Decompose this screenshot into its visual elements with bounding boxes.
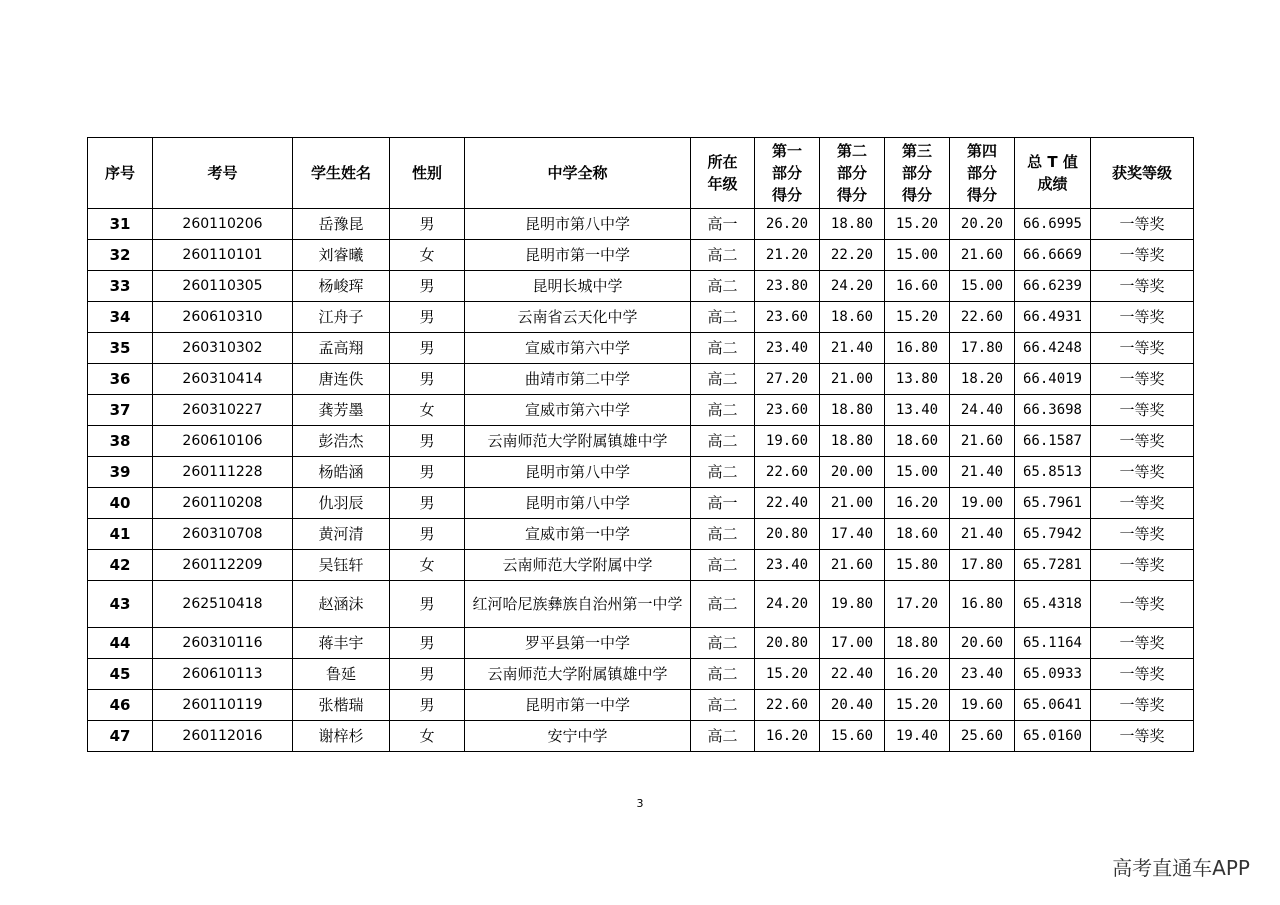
cell-grade: 高二 — [691, 581, 755, 628]
cell-part4-score: 21.40 — [950, 519, 1015, 550]
cell-part1-score: 16.20 — [755, 721, 820, 752]
cell-award-level: 一等奖 — [1091, 364, 1194, 395]
cell-grade: 高二 — [691, 302, 755, 333]
header-part1-score: 第一 部分 得分 — [755, 138, 820, 209]
cell-part1-score: 27.20 — [755, 364, 820, 395]
cell-part1-score: 22.40 — [755, 488, 820, 519]
cell-student-name: 唐连佚 — [293, 364, 390, 395]
cell-seq: 45 — [88, 659, 153, 690]
cell-part2-score: 21.60 — [820, 550, 885, 581]
cell-exam-number: 260110119 — [153, 690, 293, 721]
cell-seq: 38 — [88, 426, 153, 457]
cell-award-level: 一等奖 — [1091, 721, 1194, 752]
cell-seq: 37 — [88, 395, 153, 426]
watermark: 高考直通车APP — [1112, 856, 1250, 880]
header-part4-score: 第四 部分 得分 — [950, 138, 1015, 209]
cell-award-level: 一等奖 — [1091, 426, 1194, 457]
cell-award-level: 一等奖 — [1091, 302, 1194, 333]
cell-student-name: 谢梓杉 — [293, 721, 390, 752]
cell-school-name: 昆明市第一中学 — [465, 690, 691, 721]
cell-award-level: 一等奖 — [1091, 488, 1194, 519]
cell-award-level: 一等奖 — [1091, 395, 1194, 426]
cell-part4-score: 19.00 — [950, 488, 1015, 519]
cell-part3-score: 16.20 — [885, 659, 950, 690]
cell-grade: 高二 — [691, 271, 755, 302]
cell-student-name: 蒋丰宇 — [293, 628, 390, 659]
cell-part3-score: 16.20 — [885, 488, 950, 519]
cell-part2-score: 18.60 — [820, 302, 885, 333]
cell-school-name: 云南师范大学附属镇雄中学 — [465, 426, 691, 457]
cell-part2-score: 19.80 — [820, 581, 885, 628]
cell-total-t-score: 65.7942 — [1015, 519, 1091, 550]
table-body — [88, 209, 1194, 752]
cell-grade: 高二 — [691, 364, 755, 395]
cell-part3-score: 16.60 — [885, 271, 950, 302]
cell-seq: 35 — [88, 333, 153, 364]
cell-part3-score: 15.20 — [885, 302, 950, 333]
cell-gender: 女 — [390, 395, 465, 426]
table-row — [88, 240, 1194, 271]
cell-part2-score: 17.40 — [820, 519, 885, 550]
cell-gender: 男 — [390, 271, 465, 302]
cell-gender: 女 — [390, 240, 465, 271]
cell-part2-score: 20.00 — [820, 457, 885, 488]
header-award-level: 获奖等级 — [1091, 138, 1194, 209]
cell-award-level: 一等奖 — [1091, 581, 1194, 628]
cell-part4-score: 21.60 — [950, 426, 1015, 457]
cell-part3-score: 18.80 — [885, 628, 950, 659]
cell-part1-score: 24.20 — [755, 581, 820, 628]
cell-part4-score: 20.20 — [950, 209, 1015, 240]
table-row — [88, 690, 1194, 721]
cell-part4-score: 16.80 — [950, 581, 1015, 628]
cell-student-name: 江舟子 — [293, 302, 390, 333]
cell-part2-score: 18.80 — [820, 209, 885, 240]
table-row — [88, 302, 1194, 333]
cell-school-name: 昆明长城中学 — [465, 271, 691, 302]
results-table — [87, 137, 1194, 752]
cell-school-name: 红河哈尼族彝族自治州第一中学 — [465, 581, 691, 628]
cell-exam-number: 260110101 — [153, 240, 293, 271]
cell-total-t-score: 65.0933 — [1015, 659, 1091, 690]
cell-seq: 33 — [88, 271, 153, 302]
cell-part1-score: 23.60 — [755, 395, 820, 426]
table-row — [88, 581, 1194, 628]
cell-student-name: 吴钰轩 — [293, 550, 390, 581]
cell-grade: 高一 — [691, 488, 755, 519]
table-row — [88, 488, 1194, 519]
cell-part3-score: 18.60 — [885, 426, 950, 457]
cell-part3-score: 18.60 — [885, 519, 950, 550]
cell-gender: 男 — [390, 333, 465, 364]
cell-student-name: 张楷瑞 — [293, 690, 390, 721]
header-gender: 性别 — [390, 138, 465, 209]
cell-part2-score: 22.20 — [820, 240, 885, 271]
cell-exam-number: 260110305 — [153, 271, 293, 302]
cell-gender: 男 — [390, 488, 465, 519]
table-row — [88, 659, 1194, 690]
cell-award-level: 一等奖 — [1091, 457, 1194, 488]
cell-gender: 男 — [390, 364, 465, 395]
cell-part2-score: 18.80 — [820, 395, 885, 426]
cell-exam-number: 260110208 — [153, 488, 293, 519]
cell-grade: 高二 — [691, 690, 755, 721]
cell-part2-score: 24.20 — [820, 271, 885, 302]
cell-gender: 女 — [390, 550, 465, 581]
cell-seq: 40 — [88, 488, 153, 519]
cell-gender: 男 — [390, 628, 465, 659]
table-row — [88, 457, 1194, 488]
cell-gender: 男 — [390, 581, 465, 628]
header-part2-score: 第二 部分 得分 — [820, 138, 885, 209]
cell-grade: 高二 — [691, 659, 755, 690]
cell-part1-score: 22.60 — [755, 690, 820, 721]
cell-part4-score: 20.60 — [950, 628, 1015, 659]
cell-part1-score: 19.60 — [755, 426, 820, 457]
cell-seq: 36 — [88, 364, 153, 395]
cell-total-t-score: 65.0641 — [1015, 690, 1091, 721]
cell-award-level: 一等奖 — [1091, 550, 1194, 581]
cell-part1-score: 20.80 — [755, 628, 820, 659]
cell-gender: 男 — [390, 659, 465, 690]
cell-part1-score: 23.80 — [755, 271, 820, 302]
cell-gender: 男 — [390, 302, 465, 333]
cell-gender: 男 — [390, 519, 465, 550]
cell-total-t-score: 66.4019 — [1015, 364, 1091, 395]
cell-school-name: 罗平县第一中学 — [465, 628, 691, 659]
cell-part1-score: 26.20 — [755, 209, 820, 240]
cell-part3-score: 15.00 — [885, 457, 950, 488]
cell-seq: 39 — [88, 457, 153, 488]
cell-gender: 男 — [390, 457, 465, 488]
cell-part4-score: 23.40 — [950, 659, 1015, 690]
cell-student-name: 刘睿曦 — [293, 240, 390, 271]
cell-total-t-score: 65.4318 — [1015, 581, 1091, 628]
cell-gender: 男 — [390, 209, 465, 240]
cell-exam-number: 260111228 — [153, 457, 293, 488]
cell-student-name: 杨峻珲 — [293, 271, 390, 302]
cell-award-level: 一等奖 — [1091, 659, 1194, 690]
cell-part1-score: 23.40 — [755, 333, 820, 364]
cell-part3-score: 15.00 — [885, 240, 950, 271]
cell-part2-score: 21.00 — [820, 488, 885, 519]
cell-part3-score: 15.20 — [885, 690, 950, 721]
cell-grade: 高一 — [691, 209, 755, 240]
cell-school-name: 云南省云天化中学 — [465, 302, 691, 333]
cell-total-t-score: 66.4931 — [1015, 302, 1091, 333]
cell-grade: 高二 — [691, 426, 755, 457]
cell-exam-number: 260310227 — [153, 395, 293, 426]
cell-exam-number: 260610106 — [153, 426, 293, 457]
table-header-row — [88, 138, 1194, 209]
table-row — [88, 628, 1194, 659]
cell-seq: 41 — [88, 519, 153, 550]
cell-seq: 43 — [88, 581, 153, 628]
cell-part3-score: 13.80 — [885, 364, 950, 395]
cell-seq: 34 — [88, 302, 153, 333]
cell-part4-score: 21.40 — [950, 457, 1015, 488]
cell-part1-score: 21.20 — [755, 240, 820, 271]
cell-student-name: 黄河清 — [293, 519, 390, 550]
cell-seq: 44 — [88, 628, 153, 659]
cell-grade: 高二 — [691, 457, 755, 488]
cell-exam-number: 260610113 — [153, 659, 293, 690]
cell-part3-score: 19.40 — [885, 721, 950, 752]
header-school-name: 中学全称 — [465, 138, 691, 209]
cell-part4-score: 15.00 — [950, 271, 1015, 302]
header-seq: 序号 — [88, 138, 153, 209]
cell-part4-score: 21.60 — [950, 240, 1015, 271]
cell-part1-score: 20.80 — [755, 519, 820, 550]
cell-total-t-score: 66.1587 — [1015, 426, 1091, 457]
cell-seq: 46 — [88, 690, 153, 721]
table-row — [88, 550, 1194, 581]
cell-award-level: 一等奖 — [1091, 209, 1194, 240]
cell-grade: 高二 — [691, 550, 755, 581]
cell-exam-number: 260112209 — [153, 550, 293, 581]
cell-student-name: 赵涵沫 — [293, 581, 390, 628]
table-row — [88, 209, 1194, 240]
cell-part2-score: 18.80 — [820, 426, 885, 457]
cell-part1-score: 23.40 — [755, 550, 820, 581]
table-row — [88, 271, 1194, 302]
cell-exam-number: 260310116 — [153, 628, 293, 659]
cell-award-level: 一等奖 — [1091, 628, 1194, 659]
cell-school-name: 宣威市第一中学 — [465, 519, 691, 550]
cell-school-name: 昆明市第一中学 — [465, 240, 691, 271]
cell-seq: 47 — [88, 721, 153, 752]
cell-exam-number: 260310708 — [153, 519, 293, 550]
cell-total-t-score: 66.6239 — [1015, 271, 1091, 302]
cell-part1-score: 15.20 — [755, 659, 820, 690]
cell-grade: 高二 — [691, 395, 755, 426]
cell-seq: 42 — [88, 550, 153, 581]
cell-student-name: 龚芳墨 — [293, 395, 390, 426]
table-row — [88, 721, 1194, 752]
cell-school-name: 昆明市第八中学 — [465, 209, 691, 240]
cell-school-name: 宣威市第六中学 — [465, 333, 691, 364]
cell-total-t-score: 66.3698 — [1015, 395, 1091, 426]
header-total-t-score: 总 T 值 成绩 — [1015, 138, 1091, 209]
header-student-name: 学生姓名 — [293, 138, 390, 209]
table-row — [88, 333, 1194, 364]
cell-school-name: 云南师范大学附属镇雄中学 — [465, 659, 691, 690]
cell-seq: 32 — [88, 240, 153, 271]
cell-exam-number: 260610310 — [153, 302, 293, 333]
cell-seq: 31 — [88, 209, 153, 240]
cell-exam-number: 260310302 — [153, 333, 293, 364]
cell-total-t-score: 66.6995 — [1015, 209, 1091, 240]
cell-exam-number: 262510418 — [153, 581, 293, 628]
table-row — [88, 395, 1194, 426]
cell-student-name: 孟高翔 — [293, 333, 390, 364]
cell-total-t-score: 65.7281 — [1015, 550, 1091, 581]
cell-part2-score: 17.00 — [820, 628, 885, 659]
cell-part1-score: 22.60 — [755, 457, 820, 488]
cell-grade: 高二 — [691, 628, 755, 659]
cell-award-level: 一等奖 — [1091, 271, 1194, 302]
cell-student-name: 鲁延 — [293, 659, 390, 690]
cell-school-name: 安宁中学 — [465, 721, 691, 752]
cell-grade: 高二 — [691, 333, 755, 364]
cell-school-name: 宣威市第六中学 — [465, 395, 691, 426]
table-row — [88, 519, 1194, 550]
cell-gender: 男 — [390, 690, 465, 721]
cell-part3-score: 15.20 — [885, 209, 950, 240]
cell-student-name: 彭浩杰 — [293, 426, 390, 457]
table-row — [88, 426, 1194, 457]
cell-school-name: 云南师范大学附属中学 — [465, 550, 691, 581]
cell-total-t-score: 65.8513 — [1015, 457, 1091, 488]
cell-total-t-score: 65.7961 — [1015, 488, 1091, 519]
cell-part2-score: 20.40 — [820, 690, 885, 721]
cell-total-t-score: 65.0160 — [1015, 721, 1091, 752]
cell-award-level: 一等奖 — [1091, 333, 1194, 364]
header-exam-number: 考号 — [153, 138, 293, 209]
cell-part2-score: 22.40 — [820, 659, 885, 690]
cell-part1-score: 23.60 — [755, 302, 820, 333]
cell-total-t-score: 66.4248 — [1015, 333, 1091, 364]
cell-part4-score: 25.60 — [950, 721, 1015, 752]
cell-part2-score: 21.00 — [820, 364, 885, 395]
cell-total-t-score: 66.6669 — [1015, 240, 1091, 271]
cell-part3-score: 15.80 — [885, 550, 950, 581]
cell-award-level: 一等奖 — [1091, 690, 1194, 721]
cell-total-t-score: 65.1164 — [1015, 628, 1091, 659]
cell-student-name: 杨皓涵 — [293, 457, 390, 488]
cell-part2-score: 21.40 — [820, 333, 885, 364]
cell-school-name: 昆明市第八中学 — [465, 457, 691, 488]
cell-gender: 女 — [390, 721, 465, 752]
cell-grade: 高二 — [691, 721, 755, 752]
cell-part4-score: 17.80 — [950, 550, 1015, 581]
cell-part2-score: 15.60 — [820, 721, 885, 752]
table-row — [88, 364, 1194, 395]
cell-part3-score: 17.20 — [885, 581, 950, 628]
cell-award-level: 一等奖 — [1091, 240, 1194, 271]
cell-exam-number: 260110206 — [153, 209, 293, 240]
header-grade: 所在 年级 — [691, 138, 755, 209]
cell-exam-number: 260310414 — [153, 364, 293, 395]
cell-school-name: 昆明市第八中学 — [465, 488, 691, 519]
cell-part4-score: 17.80 — [950, 333, 1015, 364]
header-part3-score: 第三 部分 得分 — [885, 138, 950, 209]
cell-part4-score: 22.60 — [950, 302, 1015, 333]
cell-grade: 高二 — [691, 240, 755, 271]
cell-gender: 男 — [390, 426, 465, 457]
cell-award-level: 一等奖 — [1091, 519, 1194, 550]
cell-part4-score: 24.40 — [950, 395, 1015, 426]
cell-part3-score: 16.80 — [885, 333, 950, 364]
cell-part4-score: 19.60 — [950, 690, 1015, 721]
cell-part4-score: 18.20 — [950, 364, 1015, 395]
cell-exam-number: 260112016 — [153, 721, 293, 752]
cell-student-name: 仇羽辰 — [293, 488, 390, 519]
page-number: 3 — [636, 797, 644, 810]
cell-part3-score: 13.40 — [885, 395, 950, 426]
cell-grade: 高二 — [691, 519, 755, 550]
cell-student-name: 岳豫昆 — [293, 209, 390, 240]
cell-school-name: 曲靖市第二中学 — [465, 364, 691, 395]
